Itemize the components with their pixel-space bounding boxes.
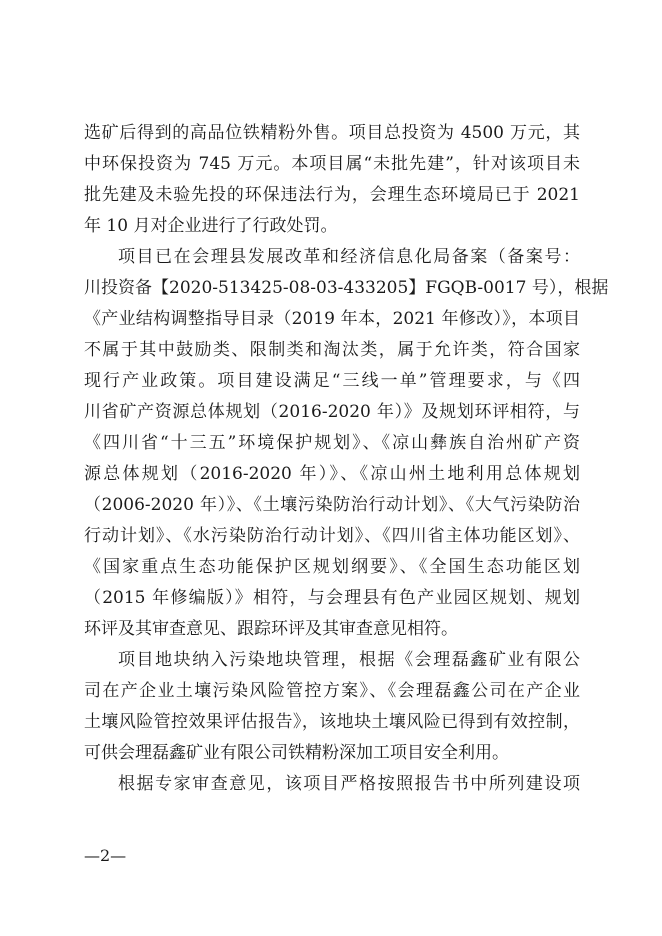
text-line: 年 10 月对企业进行了行政处罚。 (84, 216, 338, 236)
text-line: （2015 年修编版）》相符，与会理县有色产业园区规划、规划 (84, 588, 580, 608)
text-line: 《产业结构调整指导目录（2019 年本，2021 年修改）》，本项目 (84, 309, 580, 329)
text-line: 《四川省“十三五”环境保护规划》、《凉山彝族自治州矿产资 (84, 433, 580, 453)
text-line: 可供会理磊鑫矿业有限公司铁精粉深加工项目安全利用。 (84, 743, 509, 763)
text-line: 源总体规划（2016-2020 年）》、《凉山州土地利用总体规划 (84, 464, 580, 484)
text-line: 根据专家审查意见，该项目严格按照报告书中所列建设项 (118, 774, 580, 794)
text-line: 司在产企业土壤污染风险管控方案》、《会理磊鑫公司在产企业 (84, 681, 580, 701)
body-text (84, 118, 609, 800)
text-line: 中环保投资为 745 万元。本项目属“未批先建”，针对该项目未 (84, 154, 580, 174)
text-line: 川投资备【2020-513425-08-03-433205】FGQB-0017 号），根据 (84, 278, 609, 298)
text-line: （2006-2020 年）》、《土壤污染防治行动计划》、《大气污染防治 (84, 495, 580, 515)
text-line: 土壤风险管控效果评估报告》，该地块土壤风险已得到有效控制， (84, 712, 580, 732)
text-line: 项目地块纳入污染地块管理，根据《会理磊鑫矿业有限公 (118, 650, 580, 670)
text-line: 选矿后得到的高品位铁精粉外售。项目总投资为 4500 万元，其 (84, 123, 580, 143)
text-line: 现行产业政策。项目建设满足“三线一单”管理要求，与《四 (84, 371, 580, 391)
text-line: 项目已在会理县发展改革和经济信息化局备案（备案号： (118, 247, 580, 267)
text-line: 《国家重点生态功能保护区规划纲要》、《全国生态功能区划 (84, 557, 580, 577)
text-line: 行动计划》、《水污染防治行动计划》、《四川省主体功能区划》、 (84, 526, 580, 546)
text-line: 环评及其审查意见、跟踪环评及其审查意见相符。 (84, 619, 458, 639)
page-number: —2— (84, 846, 127, 865)
text-line: 川省矿产资源总体规划（2016-2020 年）》及规划环评相符，与 (84, 402, 580, 422)
text-line: 不属于其中鼓励类、限制类和淘汰类，属于允许类，符合国家 (84, 340, 580, 360)
text-line: 批先建及未验先投的环保违法行为，会理生态环境局已于 2021 (84, 185, 580, 205)
